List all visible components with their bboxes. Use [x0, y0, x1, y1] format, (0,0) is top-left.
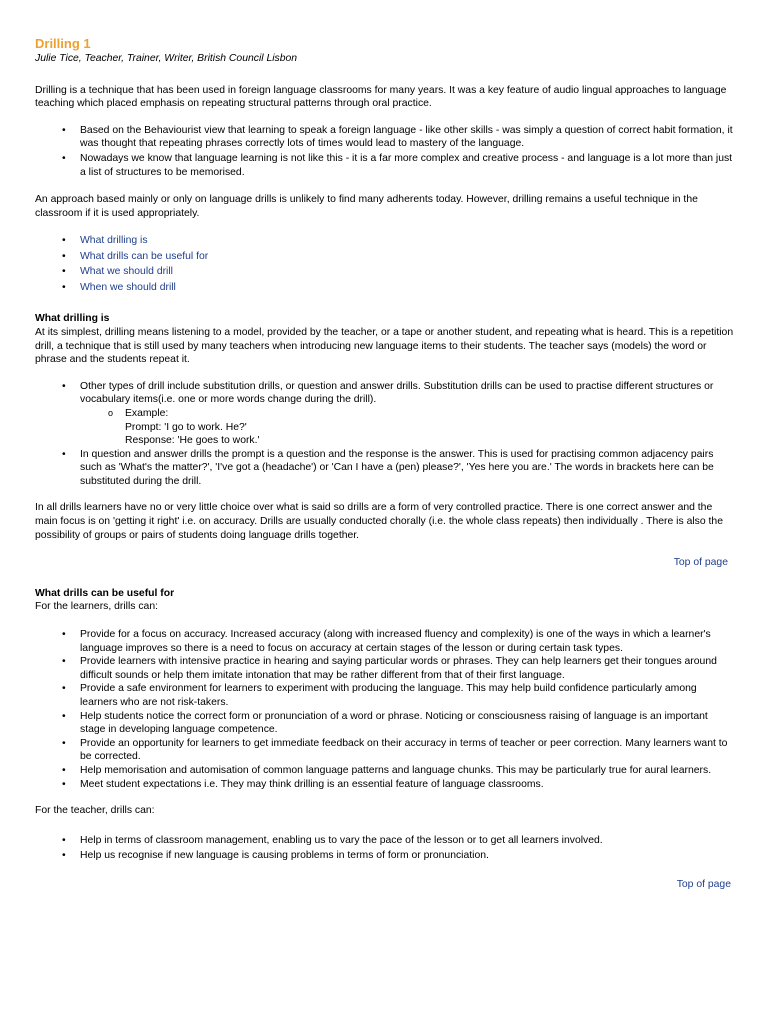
example-item [125, 407, 735, 448]
toc-item [80, 233, 735, 249]
list-item: • Help in terms of classroom management, enabling us to vary the pace of the lesson or to get all learners involved. [80, 833, 735, 848]
list-item [80, 380, 735, 448]
intro-list [35, 124, 735, 179]
learners-list [35, 628, 735, 791]
top-of-page-link[interactable]: Top of page [676, 878, 731, 890]
section1-list [35, 380, 735, 489]
list-item: • Help students notice the correct form or pronunciation of a word or phrase. Noticing or consciousness raising of language is an important stage in developing language competence. [80, 710, 735, 737]
intro-paragraph: Drilling is a technique that has been used in foreign language classrooms for many years. It was a key feature of audio lingual approaches to language teaching which placed emphasis on repeating structural patterns through oral practice. [35, 84, 727, 110]
teacher-intro: For the teacher, drills can: [35, 805, 155, 817]
document [35, 36, 735, 891]
table-of-contents [35, 233, 735, 295]
example-prompt: Prompt: 'I go to work. He?' [125, 421, 247, 433]
list-item: • In question and answer drills the prompt is a question and the response is the answer. This is used for practising common adjacency pairs such as 'What's the matter?', 'I've got a (headache') or 'Can I have a (pen) please?', 'Yes here you are.' The words in brackets here can be substituted during the drill. [80, 448, 735, 489]
example-response: Response: 'He goes to work.' [125, 435, 260, 447]
example-list [80, 407, 735, 448]
toc-item [80, 264, 735, 280]
list-item: • Meet student expectations i.e. They may think drilling is an essential feature of language classrooms. [80, 778, 735, 792]
toc-link-what-we-should-drill[interactable]: What we should drill [80, 266, 173, 278]
toc-link-what-drills-useful-for[interactable]: What drills can be useful for [80, 250, 209, 262]
toc-link-what-drilling-is[interactable]: What drilling is [80, 235, 148, 247]
list-item: • Provide a safe environment for learners to experiment with producing the language. This may help build confidence particularly among learners who are not risk-takers. [80, 682, 735, 709]
list-item: • Based on the Behaviourist view that learning to speak a foreign language - like other skills - was simply a question of correct habit formation, it was thought that repeating phrases correctly lots of times would lead to mastery of the language. [80, 124, 735, 151]
example-label: o Example: [125, 407, 169, 419]
list-item: • Help memorisation and automisation of common language patterns and language chunks. This may be particularly true for aural learners. [80, 764, 735, 778]
top-of-page-link[interactable]: Top of page [673, 557, 728, 569]
approach-paragraph: An approach based mainly or only on language drills is unlikely to find many adherents today. However, drilling remains a useful technique in the classroom if it is used appropriately. [35, 194, 698, 219]
top-of-page-link-1 [35, 556, 728, 570]
toc-item [80, 249, 735, 265]
author-line: Julie Tice, Teacher, Trainer, Writer, British Council Lisbon [35, 53, 298, 64]
toc-item [80, 280, 735, 296]
page-title: Drilling 1 [35, 36, 91, 51]
list-item: • Nowadays we know that language learning is not like this - it is a far more complex and creative process - and language is a lot more than just a list of structures to be memorised. [80, 152, 735, 179]
section1-paragraph-2: In all drills learners have no or very little choice over what is said so drills are a form of very controlled practice. There is one correct answer and the main focus is on 'getting it right' i.e. on accuracy. Drills are usually conducted chorally (i.e. the whole class repeats) then individually . There is also the possibility of groups or pairs of students doing language drills together. [35, 502, 723, 541]
drill-types-text: Other types of drill include substitution drills, or question and answer drills. Substitution drills can be used to practise different structures or vocabulary items(i.e. one or more words change during the drill). [80, 380, 714, 406]
toc-link-when-we-should-drill[interactable]: When we should drill [80, 281, 176, 293]
top-of-page-link-2 [35, 878, 731, 892]
learners-intro: For the learners, drills can: [35, 601, 159, 613]
list-item: • Provide for a focus on accuracy. Increased accuracy (along with increased fluency and complexity) is one of the ways in which a learner's language improves so there is a need to focus on accuracy at certain stages of the lesson or during certain task types. [80, 628, 735, 655]
teacher-list [35, 833, 735, 863]
section-heading-what-drilling-is: What drilling is [35, 313, 110, 325]
list-item: • Provide learners with intensive practice in hearing and saying particular words or phrases. They can help learners get their tongues around difficult sounds or help them imitate intonation that may be rather different from that of their first language. [80, 655, 735, 682]
list-item: • Provide an opportunity for learners to get immediate feedback on their accuracy in terms of teacher or peer correction. Many learners want to be corrected. [80, 737, 735, 764]
section1-paragraph: At its simplest, drilling means listening to a model, provided by the teacher, or a tape or another student, and repeating what is heard. This is a repetition drill, a technique that is still used by many teachers when introducing new language items to their students. The teacher says (models) the word or phrase and the students repeat it. [35, 326, 734, 366]
section-heading-what-drills-useful-for: What drills can be useful for [35, 587, 175, 599]
list-item: • Help us recognise if new language is causing problems in terms of form or pronunciation. [80, 848, 735, 863]
